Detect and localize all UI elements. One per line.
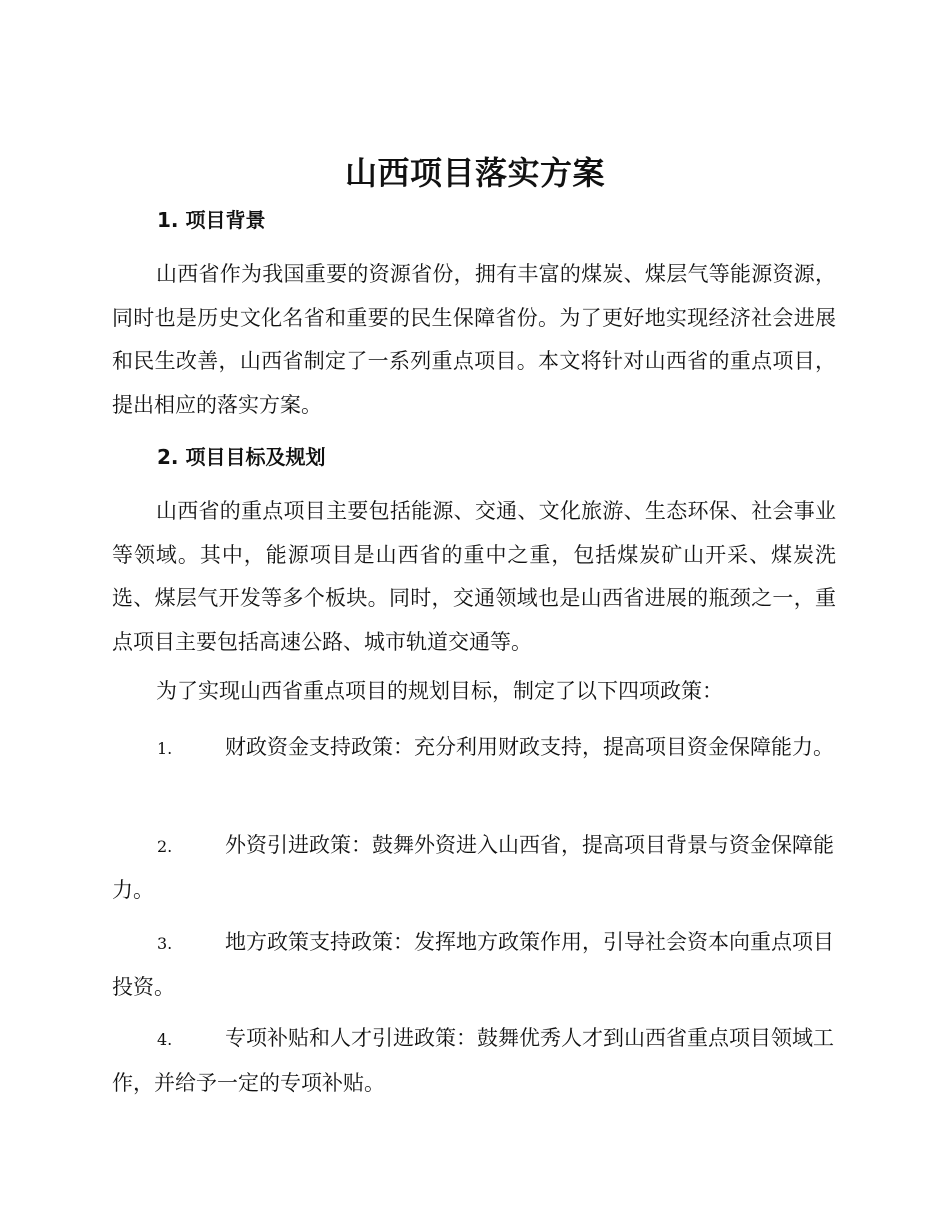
paragraph-policies-intro: 为了实现山西省重点项目的规划目标，制定了以下四项政策：: [156, 679, 723, 703]
policy-number: 4.: [157, 1030, 173, 1049]
policy-list-item: [112, 1017, 836, 1105]
paragraph-background: 山西省作为我国重要的资源省份，拥有丰富的煤炭、煤层气等能源资源，同时也是历史文化名省和重要的民生保障省份。为了更好地实现经济社会进展和民生改善，山西省制定了一系列重点项目。本文将针对山西省的重点项目，提出相应的落实方案。: [112, 262, 836, 418]
policy-number: 2.: [157, 837, 173, 856]
policy-text: 地方政策支持政策：发挥地方政策作用，引导社会资本向重点项目投资。: [112, 930, 834, 999]
document-title: 山西项目落实方案: [344, 154, 605, 192]
policy-list-item: [112, 921, 836, 1009]
policy-text: 专项补贴和人才引进政策：鼓舞优秀人才到山西省重点项目领域工作，并给予一定的专项补贴。: [112, 1026, 834, 1095]
policy-list-item: [112, 824, 836, 912]
policy-list-item: [112, 726, 836, 771]
policy-text: 财政资金支持政策：充分利用财政支持，提高项目资金保障能力。: [225, 735, 834, 759]
paragraph-goals: 山西省的重点项目主要包括能源、交通、文化旅游、生态环保、社会事业等领域。其中，能源项目是山西省的重中之重，包括煤炭矿山开采、煤炭洗选、煤层气开发等多个板块。同时，交通领域也是山西省进展的瓶颈之一，重点项目主要包括高速公路、城市轨道交通等。: [112, 499, 836, 655]
policy-number: 3.: [157, 934, 173, 953]
section-heading-goals: 2. 项目目标及规划: [157, 445, 326, 469]
section-heading-background: 1. 项目背景: [157, 208, 266, 232]
policy-number: 1.: [157, 739, 173, 758]
policy-text: 外资引进政策：鼓舞外资进入山西省，提高项目背景与资金保障能力。: [112, 833, 834, 902]
